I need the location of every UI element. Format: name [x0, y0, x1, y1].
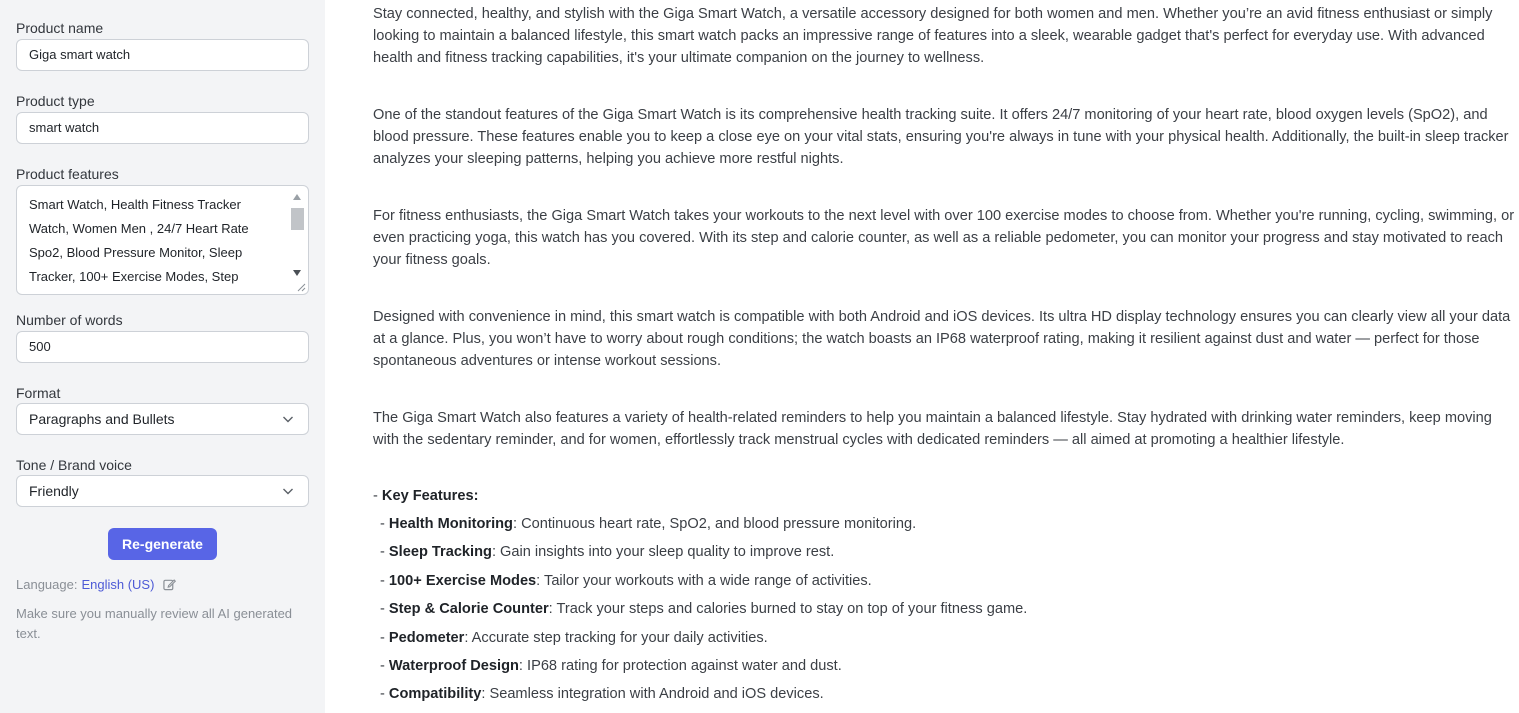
- paragraph: For fitness enthusiasts, the Giga Smart Watch takes your workouts to the next level with over 100 exercise modes to choose from. Whether you're running, cycling, swimming, or even practicing yoga, this watch has you covered. With its step and calorie counter, as well as a reliable pedometer, you can monitor your progress and stay motivated to reach your fitness goals.: [373, 208, 1515, 268]
- number-of-words-label: Number of words: [16, 312, 123, 328]
- format-select-value: Paragraphs and Bullets: [29, 411, 175, 427]
- list-item: [373, 538, 1519, 566]
- bullet-prefix: -: [380, 657, 389, 674]
- feature-term: Compatibility: [388, 686, 482, 703]
- list-item: [373, 652, 1519, 680]
- feature-desc: : Continuous heart rate, SpO2, and blood pressure monitoring.: [512, 516, 917, 532]
- scroll-down-arrow-icon[interactable]: [293, 270, 301, 276]
- key-features-title: Key Features:: [381, 488, 479, 504]
- feature-term: Pedometer: [388, 629, 465, 646]
- feature-desc: : Seamless integration with Android and iOS devices.: [481, 686, 824, 703]
- product-name-label: Product name: [16, 20, 104, 36]
- ai-review-disclaimer: Make sure you manually review all AI generated text.: [16, 606, 293, 641]
- textarea-scrollbar[interactable]: [290, 190, 304, 276]
- feature-term: Health Monitoring: [388, 516, 513, 532]
- product-name-input[interactable]: Giga smart watch: [16, 39, 309, 71]
- product-type-label: Product type: [16, 93, 95, 109]
- key-features-list: [373, 485, 1519, 709]
- paragraph: Stay connected, healthy, and stylish with the Giga Smart Watch, a versatile accessory designed for both women and men. Whether you’re an avid fitness enthusiast or simply looking to maintain a balanced lifestyle, this smart watch packs an impressive range of features into a sleek, wearable gadget that's perfect for everyday use. With advanced health and fitness tracking capabilities, it's your ultimate companion on the journey to wellness.: [373, 6, 1493, 66]
- feature-desc: : Gain insights into your sleep quality to improve rest.: [491, 544, 835, 561]
- tone-label: Tone / Brand voice: [16, 457, 132, 473]
- generated-description: [373, 0, 1519, 713]
- language-row: [16, 577, 176, 592]
- product-features-textarea[interactable]: [16, 185, 309, 295]
- paragraph: The Giga Smart Watch also features a variety of health-related reminders to help you maintain a balanced lifestyle. Stay hydrated with drinking water reminders, keep moving with the sedentary reminder, and for women, effortlessly track menstrual cycles with dedicated reminders — all aimed at promoting a healthier lifestyle.: [373, 410, 1492, 448]
- product-type-input[interactable]: smart watch: [16, 112, 309, 144]
- feature-desc: : Tailor your workouts with a wide range of activities.: [536, 572, 872, 589]
- resize-handle-icon[interactable]: [296, 282, 306, 292]
- feature-desc: : Accurate step tracking for your daily activities.: [464, 629, 768, 646]
- product-features-text: Smart Watch, Health Fitness Tracker Watch, Women Men , 24/7 Heart Rate Spo2, Blood Pressure Monitor, Sleep Tracker, 100+ Exercise Modes, Step: [29, 197, 249, 284]
- feature-term: Sleep Tracking: [388, 544, 492, 561]
- language-value-link[interactable]: English (US): [81, 577, 155, 592]
- feature-term: Waterproof Design: [388, 657, 519, 674]
- generator-sidebar: [0, 0, 325, 713]
- key-features-heading: [373, 485, 1519, 507]
- number-of-words-input[interactable]: 500: [16, 331, 309, 363]
- feature-desc: : IP68 rating for protection against water and dust.: [518, 657, 842, 674]
- bullet-prefix: -: [380, 601, 389, 618]
- bullet-prefix: -: [380, 686, 389, 703]
- tone-select-value: Friendly: [29, 483, 79, 499]
- language-label: Language:: [16, 577, 78, 592]
- list-item: [373, 510, 1519, 538]
- list-item: [373, 595, 1519, 623]
- bullet-prefix: -: [380, 572, 389, 589]
- bullet-prefix: -: [380, 629, 389, 646]
- bullet-prefix: -: [373, 488, 382, 504]
- chevron-down-icon: [282, 485, 294, 497]
- list-item: [373, 680, 1519, 708]
- list-item: [373, 624, 1519, 652]
- feature-term: 100+ Exercise Modes: [388, 572, 537, 589]
- paragraph: Designed with convenience in mind, this smart watch is compatible with both Android and iOS devices. Its ultra HD display technology ensures you can clearly view all your data at a glance. Plus, you won’t have to worry about rough conditions; the watch boasts an IP68 waterproof rating, making it resilient against dust and water — perfect for those spontaneous adventures or intense workout sessions.: [373, 309, 1511, 369]
- product-features-label: Product features: [16, 166, 119, 182]
- paragraph: One of the standout features of the Giga Smart Watch is its comprehensive health tracking suite. It offers 24/7 monitoring of your heart rate, blood oxygen levels (SpO2), and blood pressure. These features enable you to keep a close eye on your vital stats, ensuring you're always in tune with your physical health. Additionally, the built-in sleep tracker analyzes your sleeping patterns, helping you achieve more restful nights.: [373, 107, 1509, 167]
- feature-desc: : Track your steps and calories burned to stay on top of your fitness game.: [548, 601, 1028, 618]
- format-label: Format: [16, 385, 61, 401]
- chevron-down-icon: [282, 413, 294, 425]
- bullet-prefix: -: [380, 516, 389, 532]
- regenerate-button[interactable]: Re-generate: [108, 528, 217, 560]
- format-select[interactable]: [16, 403, 309, 435]
- list-item: [373, 567, 1519, 595]
- feature-term: Step & Calorie Counter: [388, 601, 549, 618]
- tone-select[interactable]: [16, 475, 309, 507]
- edit-icon[interactable]: [163, 578, 176, 591]
- bullet-prefix: -: [380, 544, 389, 561]
- scroll-thumb[interactable]: [291, 208, 304, 230]
- scroll-up-arrow-icon[interactable]: [293, 194, 301, 200]
